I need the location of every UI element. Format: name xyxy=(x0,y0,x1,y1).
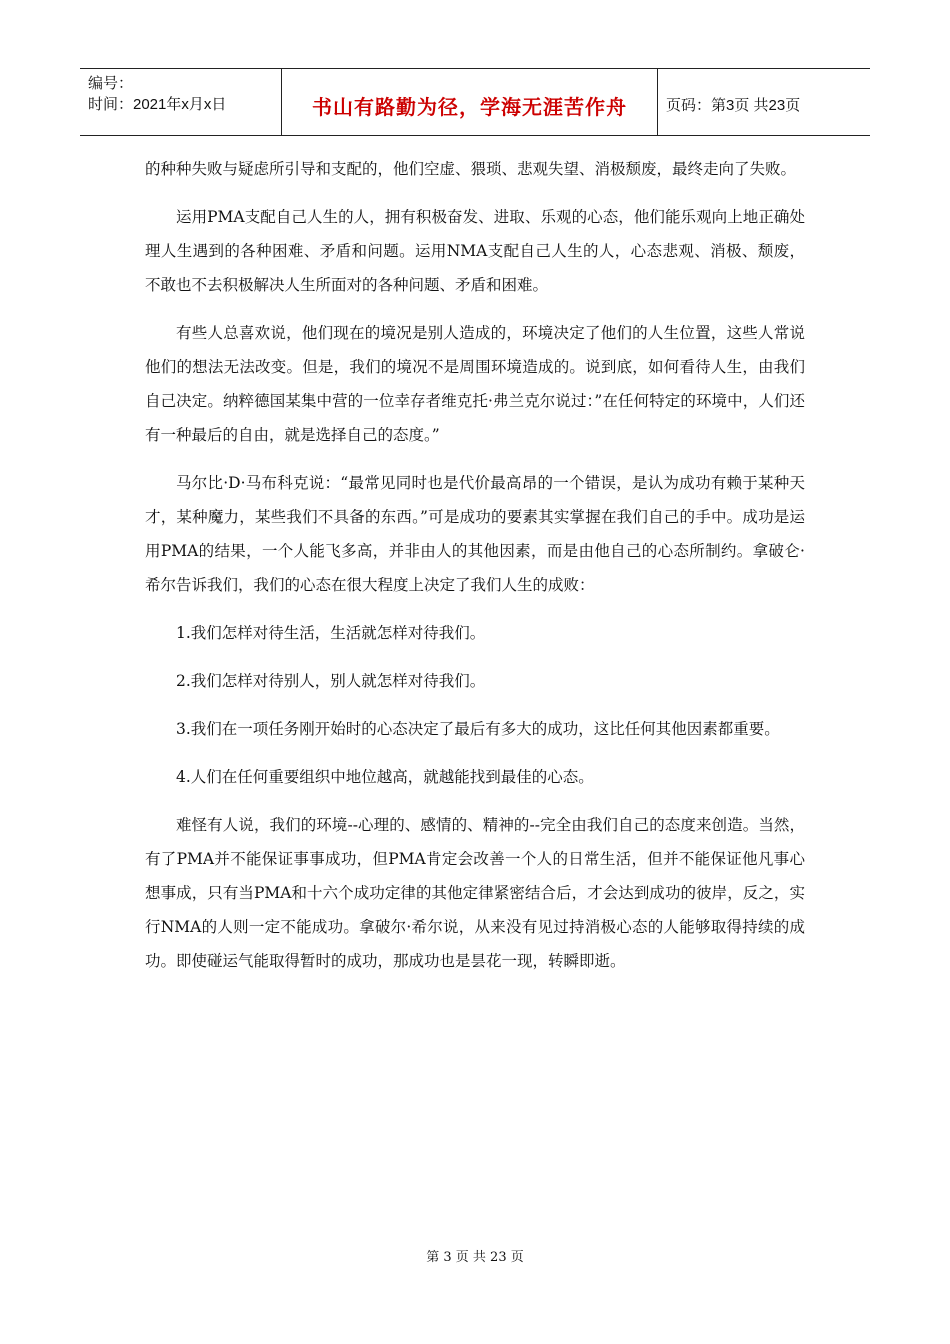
header-page-code: 页码：第3页 共23页 xyxy=(666,96,801,114)
paragraph: 难怪有人说，我们的环境--心理的、感情的、精神的--完全由我们自己的态度来创造。当然，有了PMA并不能保证事事成功，但PMA肯定会改善一个人的日常生活，但并不能保证他凡事心想事成，只有当PMA和十六个成功定律的其他定律紧密结合后，才会达到成功的彼岸，反之，实行NMA的人则一定不能成功。拿破尔·希尔说，从来没有见过持消极心态的人能够取得持续的成功。即使碰运气能取得暂时的成功，那成功也是昙花一现，转瞬即逝。 xyxy=(145,816,805,970)
list-item: 4.人们在任何重要组织中地位越高，就越能找到最佳的心态。 xyxy=(176,768,594,786)
document-body xyxy=(145,152,805,992)
header-motto: 书山有路勤为径，学海无涯苦作舟 xyxy=(282,69,658,135)
paragraph: 运用PMA支配自己人生的人，拥有积极奋发、进取、乐观的心态，他们能乐观向上地正确处理人生遇到的各种困难、矛盾和问题。运用NMA支配自己人生的人，心态悲观、消极、颓废，不敢也不去积极解决人生所面对的各种问题、矛盾和困难。 xyxy=(145,208,805,294)
page-header xyxy=(80,68,870,136)
list-item: 3.我们在一项任务刚开始时的心态决定了最后有多大的成功，这比任何其他因素都重要。 xyxy=(176,720,780,738)
document-date: 时间：2021年x月x日 xyxy=(88,96,227,113)
header-meta xyxy=(80,69,282,135)
paragraph: 有些人总喜欢说，他们现在的境况是别人造成的，环境决定了他们的人生位置，这些人常说他们的想法无法改变。但是，我们的境况不是周围环境造成的。说到底，如何看待人生，由我们自己决定。纳粹德国某集中营的一位幸存者维克托·弗兰克尔说过：”在任何特定的环境中，人们还有一种最后的自由，就是选择自己的态度。” xyxy=(145,324,805,444)
list-item: 2.我们怎样对待别人，别人就怎样对待我们。 xyxy=(176,672,486,690)
paragraph: 的种种失败与疑虑所引导和支配的，他们空虚、猥琐、悲观失望、消极颓废，最终走向了失败。 xyxy=(145,160,797,178)
paragraph: 马尔比·D·马布科克说：“最常见同时也是代价最高昂的一个错误，是认为成功有赖于某种天才，某种魔力，某些我们不具备的东西。”可是成功的要素其实掌握在我们自己的手中。成功是运用PMA的结果，一个人能飞多高，并非由人的其他因素，而是由他自己的心态所制约。拿破仑·希尔告诉我们，我们的心态在很大程度上决定了我们人生的成败： xyxy=(145,474,805,594)
list-item: 1.我们怎样对待生活，生活就怎样对待我们。 xyxy=(176,624,486,642)
document-number-label: 编号： xyxy=(88,75,134,92)
page-footer: 第 3 页 共 23 页 xyxy=(426,1250,524,1265)
